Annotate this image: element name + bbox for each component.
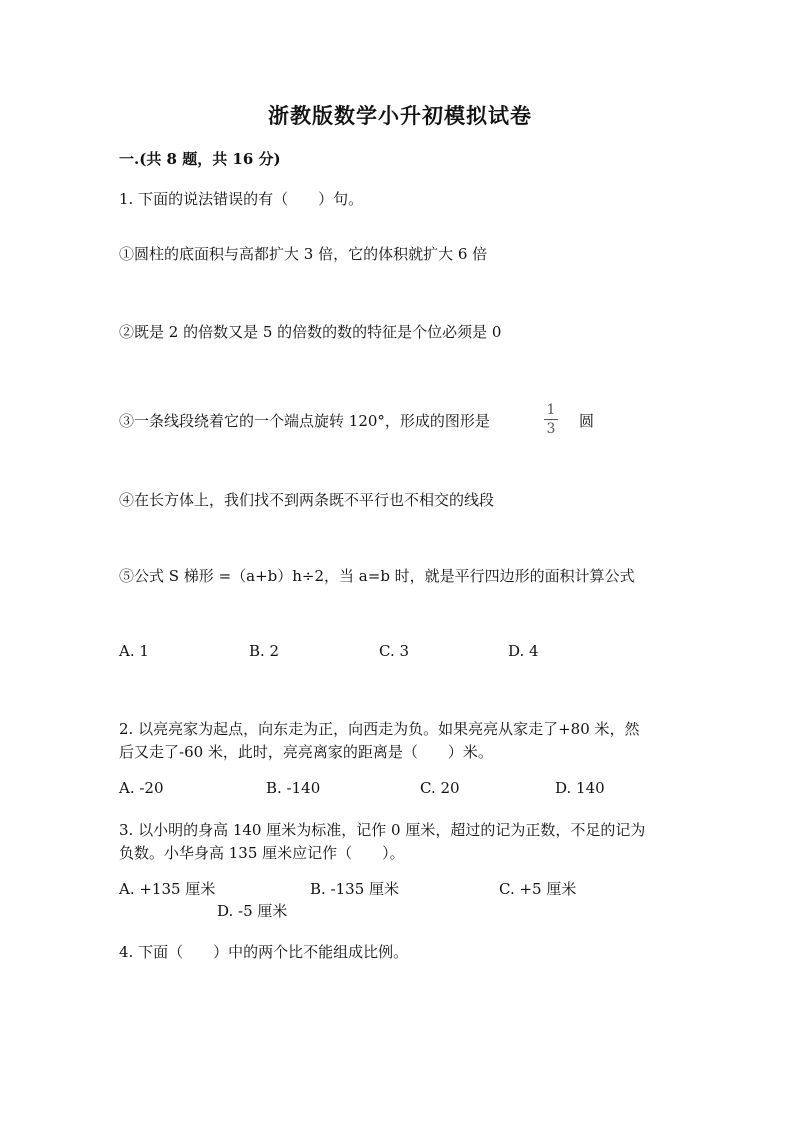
- question-2-option-a: A. -20: [119, 779, 164, 797]
- question-1-statement-5: ⑤公式 S 梯形 =（a+b）h÷2，当 a=b 时，就是平行四边形的面积计算公式: [119, 567, 635, 585]
- question-3-option-d: D. -5 厘米: [217, 902, 288, 920]
- question-3-option-b: B. -135 厘米: [310, 880, 400, 898]
- question-3-option-c: C. +5 厘米: [499, 880, 577, 898]
- section-heading: 一.(共 8 题，共 16 分): [119, 150, 281, 168]
- question-3-option-a: A. +135 厘米: [119, 880, 216, 898]
- question-1-option-b: B. 2: [249, 642, 280, 660]
- question-2-stem-line-1: 2. 以亮亮家为起点，向东走为正，向西走为负。如果亮亮从家走了+80 米，然: [119, 720, 640, 738]
- question-1-statement-3-suffix: 圆: [579, 412, 595, 430]
- question-1-statement-3: ③一条线段绕着它的一个端点旋转 120°，形成的图形是: [119, 412, 490, 430]
- question-1-option-a: A. 1: [119, 642, 149, 660]
- fraction-one-third: [544, 402, 558, 437]
- question-1-stem: 1. 下面的说法错误的有（ ）句。: [119, 190, 364, 208]
- question-1-option-d: D. 4: [508, 642, 539, 660]
- question-1-statement-1: ①圆柱的底面积与高都扩大 3 倍，它的体积就扩大 6 倍: [119, 245, 488, 263]
- question-2-option-b: B. -140: [266, 779, 321, 797]
- question-1-option-c: C. 3: [379, 642, 410, 660]
- question-4-stem: 4. 下面（ ）中的两个比不能组成比例。: [119, 943, 409, 961]
- question-2-stem-line-2: 后又走了-60 米，此时，亮亮离家的距离是（ ）米。: [119, 743, 493, 761]
- page-title: 浙教版数学小升初模拟试卷: [268, 103, 532, 128]
- question-3-stem-line-2: 负数。小华身高 135 厘米应记作（ ）。: [119, 844, 405, 862]
- fraction-bar: [544, 419, 558, 420]
- question-3-stem-line-1: 3. 以小明的身高 140 厘米为标准，记作 0 厘米，超过的记为正数，不足的记为: [119, 821, 646, 839]
- question-1-statement-4: ④在长方体上，我们找不到两条既不平行也不相交的线段: [119, 491, 495, 509]
- question-1-statement-2: ②既是 2 的倍数又是 5 的倍数的数的特征是个位必须是 0: [119, 323, 502, 341]
- fraction-denominator: 3: [546, 421, 556, 437]
- question-2-option-c: C. 20: [420, 779, 460, 797]
- question-2-option-d: D. 140: [555, 779, 605, 797]
- fraction-numerator: 1: [546, 402, 556, 418]
